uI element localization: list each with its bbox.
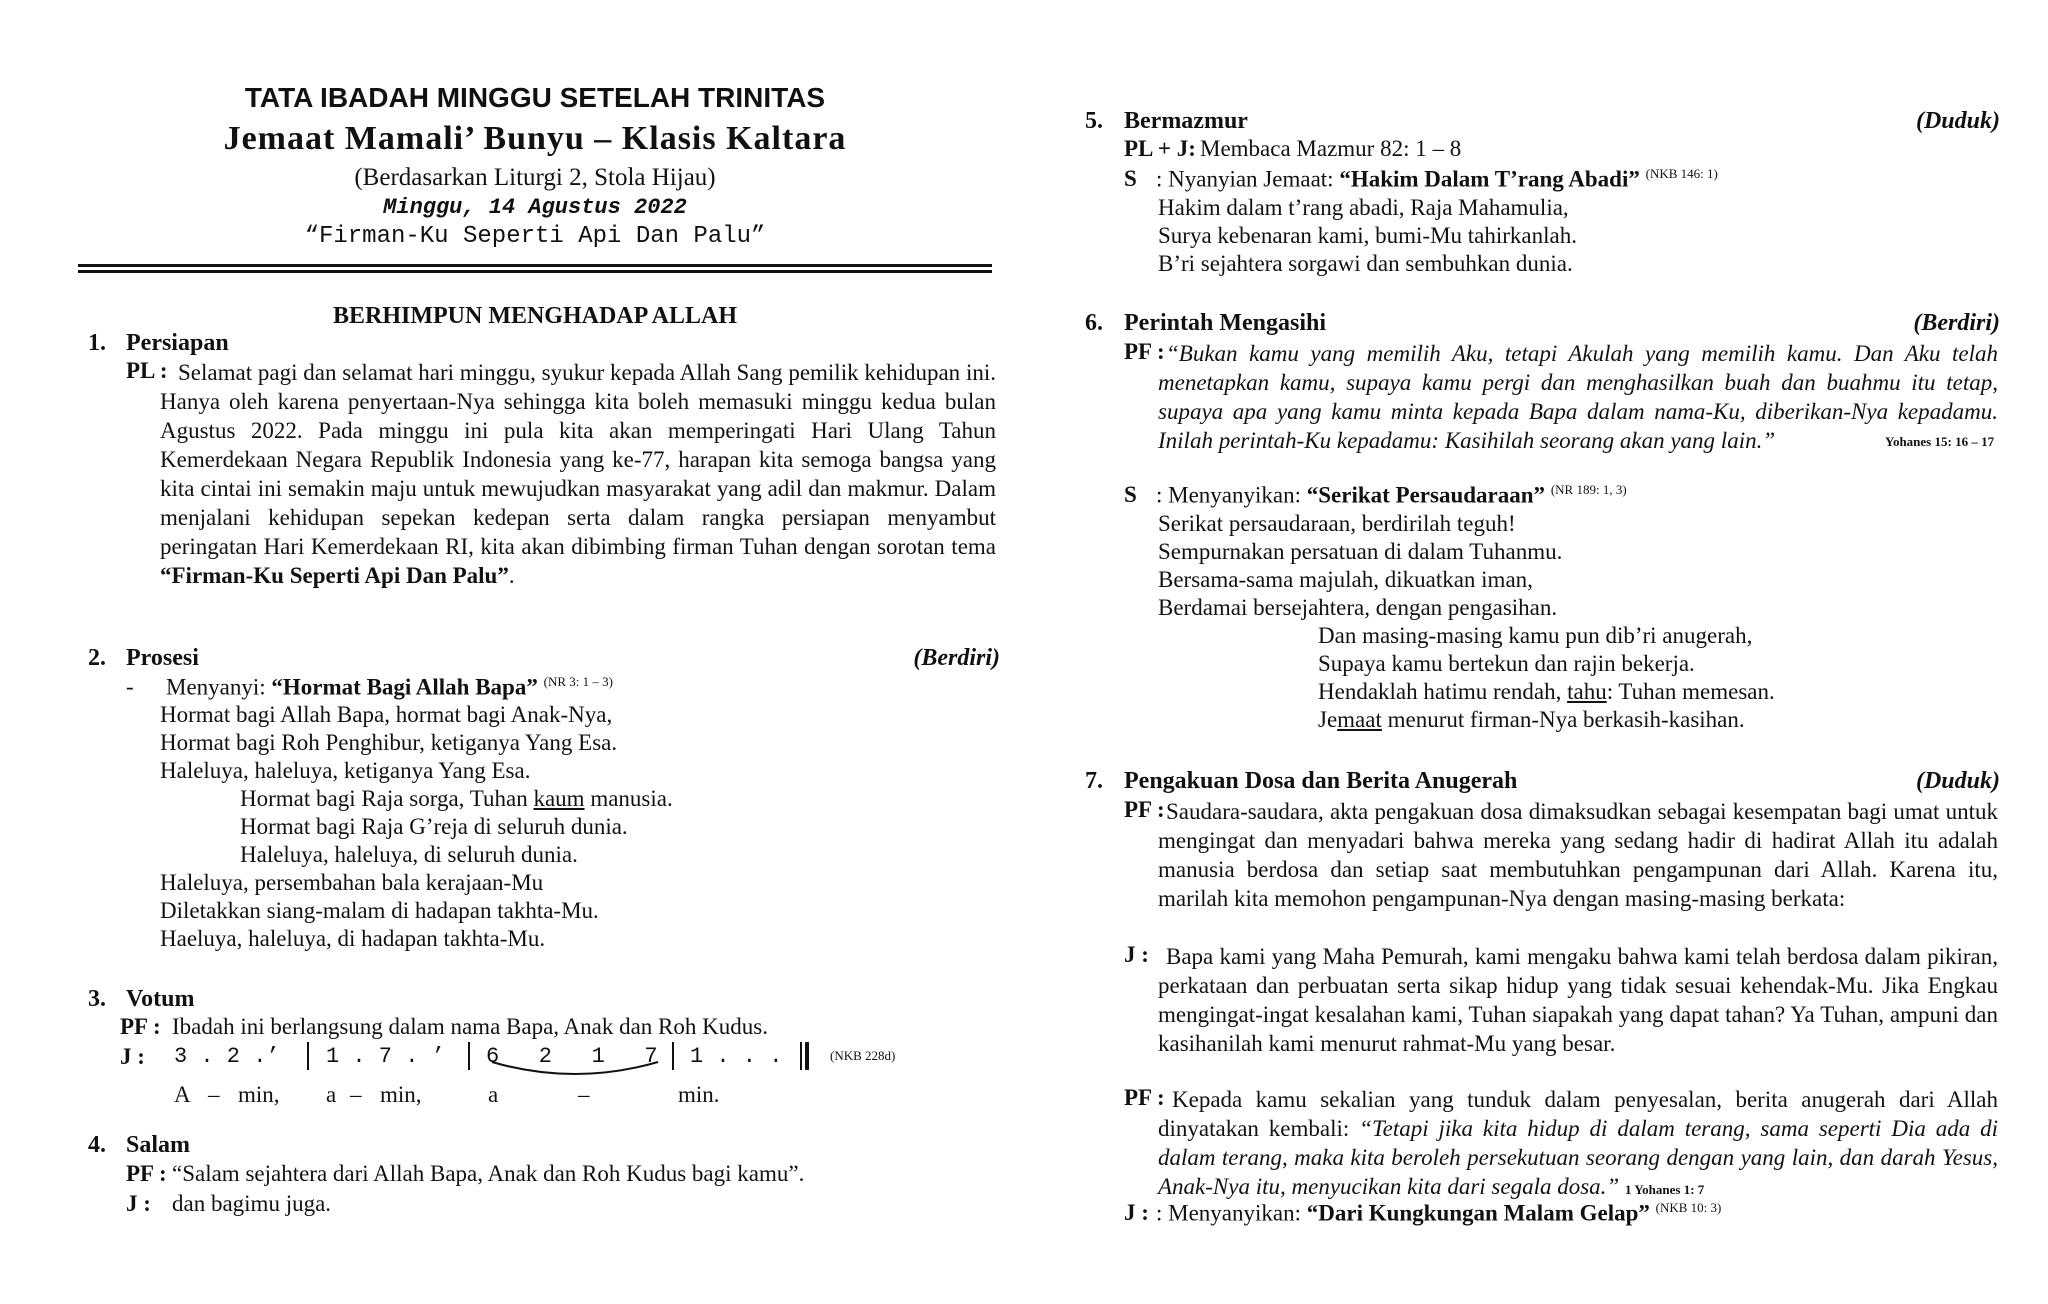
lyric-line: Hormat bagi Allah Bapa, hormat bagi Anak-Nya, bbox=[160, 702, 613, 727]
speaker-label-j: J : bbox=[1124, 942, 1149, 967]
persiapan-text: Selamat pagi dan selamat hari minggu, syukur kepada Allah Sang pemilik kehidupan ini. Hanya oleh karena penyertaan-Nya sehingga kita boleh memasuki minggu kedua bulan Agustus 2022. Pada minggu ini pula kita akan memperingati Hari Ulang Tahun Kemerdekaan Negara Republik Indonesia yang ke-77, harapan kita semoga bangsa yang kita cintai ini semakin maju untuk mewujudkan masyarakat yang adil dan makmur. Dalam menjalani kehidupan sepekan kedepan serta dalam rangka persiapan menyambut peringatan Hari Kemerdekaan RI, kita akan dibimbing firman Tuhan dengan sorotan tema “Firman-Ku Seperti Api Dan Palu”. bbox=[160, 360, 996, 588]
speaker-label-j: J : bbox=[120, 1044, 145, 1069]
amen-syllable: min, bbox=[238, 1082, 280, 1107]
barline bbox=[672, 1042, 674, 1070]
amen-syllable: min, bbox=[380, 1082, 422, 1107]
section-number: 1. bbox=[88, 330, 106, 356]
notation-ref: (NKB 228d) bbox=[830, 1048, 896, 1063]
section-title: Votum bbox=[126, 986, 195, 1012]
lyric-line: Diletakkan siang-malam di hadapan takhta-Mu. bbox=[160, 898, 599, 923]
section-title: Pengakuan Dosa dan Berita Anugerah bbox=[1124, 768, 1518, 794]
amen-syllable: a bbox=[488, 1082, 499, 1107]
amen-syllable: A bbox=[174, 1082, 191, 1107]
notation-measure: 1 . 7 . ’ bbox=[326, 1044, 445, 1069]
lyric-line: Jemaat menurut firman-Nya berkasih-kasihan. bbox=[1318, 707, 1745, 732]
section-number: 3. bbox=[88, 986, 106, 1012]
amen-syllable: – bbox=[350, 1082, 362, 1107]
section-number: 5. bbox=[1085, 108, 1103, 134]
song-line: : Menyanyikan: “Dari Kungkungan Malam Gelap” $^{(NKB 10: 3)}$ bbox=[1156, 1200, 1722, 1226]
lyric-line: B’ri sejahtera sorgawi dan sembuhkan dunia. bbox=[1158, 251, 1573, 276]
lyric-line: Haleluya, haleluya, di seluruh dunia. bbox=[240, 842, 578, 867]
section-number: 2. bbox=[88, 645, 106, 671]
section-title: Salam bbox=[126, 1132, 191, 1158]
section-title: Prosesi bbox=[126, 645, 199, 671]
slur-mark bbox=[490, 1060, 660, 1084]
speaker-label-pf: PF : bbox=[1124, 1085, 1165, 1110]
lyric-line: Hormat bagi Raja G’reja di seluruh dunia. bbox=[240, 814, 628, 839]
lyric-line: Haleluya, haleluya, ketiganya Yang Esa. bbox=[160, 758, 531, 783]
posture-label: (Duduk) bbox=[1915, 768, 2000, 794]
commandment-text: “Bukan kamu yang memilih Aku, tetapi Akulah yang memilih kamu. Dan Aku telah menetapkan kamu, supaya kamu pergi dan menghasilkan buah dan buahmu itu tetap, supaya apa yang kamu minta kepada Bapa dalam nama-Ku, diberikan-Nya kepadamu. Inilah perintah-Ku kepadamu: Kasihilah seorang akan yang lain.” bbox=[1158, 341, 1998, 453]
votum-text: Ibadah ini berlangsung dalam nama Bapa, Anak dan Roh Kudus. bbox=[172, 1014, 768, 1039]
confession-prayer: Bapa kami yang Maha Pemurah, kami mengaku bahwa kami telah berdosa dalam pikiran, perkataan dan perbuatan serta sikap hidup yang tidak sesuai kehendak-Mu. Jika Engkau mengingat-ingat kesalahan kami, Tuhan siapakah yang dapat tahan? Ya Tuhan, ampuni dan kasihanilah kami menurut rahmat-Mu yang besar. bbox=[1158, 944, 1998, 1056]
amen-syllable: a bbox=[326, 1082, 337, 1107]
speaker-label-s: S bbox=[1124, 482, 1137, 507]
slur-curve bbox=[492, 1062, 658, 1074]
speaker-label-pf: PF : bbox=[1124, 339, 1165, 364]
lyric-line: Serikat persaudaraan, berdirilah teguh! bbox=[1158, 511, 1516, 536]
notation-measure: 6 2 1 7 bbox=[486, 1044, 658, 1069]
section-title: Perintah Mengasihi bbox=[1124, 310, 1326, 336]
lyric-line: Hakim dalam t’rang abadi, Raja Mahamulia, bbox=[1158, 195, 1569, 220]
song-line: : Menyanyikan: “Serikat Persaudaraan” $^{(NR 189: 1, 3)}$ bbox=[1156, 482, 1627, 508]
barline bbox=[307, 1042, 309, 1070]
speaker-label-j: J : bbox=[126, 1191, 151, 1216]
lyric-line: Dan masing-masing kamu pun dib’ri anugerah, bbox=[1318, 623, 1753, 648]
posture-label: (Berdiri) bbox=[913, 645, 1000, 671]
notation-measure: 1 . . . bbox=[690, 1044, 783, 1069]
amen-syllable: – bbox=[578, 1082, 590, 1107]
section-number: 7. bbox=[1085, 768, 1103, 794]
final-barline-thin bbox=[800, 1042, 802, 1070]
service-date: Minggu, 14 Agustus 2022 bbox=[383, 195, 687, 220]
confession-intro: Saudara-saudara, akta pengakuan dosa dimaksudkan sebagai kesempatan bagi umat untuk mengingat dan menyadari bahwa mereka yang sedang hadir di hadirat Allah itu adalah manusia berdosa dan setiap saat membutuhkan pengampunan dari Allah. Karena itu, marilah kita memohon pengampunan-Nya dengan masing-masing berkata: bbox=[1158, 799, 1998, 911]
scripture-ref: Yohanes 15: 16 – 17 bbox=[1885, 434, 1995, 449]
speaker-label-pl: PL : bbox=[126, 358, 168, 383]
lyric-line: Berdamai bersejahtera, dengan pengasihan. bbox=[1158, 595, 1558, 620]
lyric-line: Hormat bagi Roh Penghibur, ketiganya Yang Esa. bbox=[160, 730, 618, 755]
speaker-label-s: S bbox=[1124, 166, 1137, 191]
header-divider-bottom bbox=[78, 270, 992, 273]
lyric-line: Sempurnakan persatuan di dalam Tuhanmu. bbox=[1158, 539, 1563, 564]
service-theme: “Firman-Ku Seperti Api Dan Palu” bbox=[304, 223, 766, 250]
speaker-label-pf: PF : bbox=[126, 1161, 167, 1186]
amen-syllable: – bbox=[208, 1082, 220, 1107]
posture-label: (Duduk) bbox=[1915, 108, 2000, 134]
absolution-text: Kepada kamu sekalian yang tunduk dalam penyesalan, berita anugerah dari Allah dinyatakan kembali: “Tetapi jika kita hidup di dalam terang, sama seperti Dia ada di dalam terang, maka kita beroleh persekutuan seorang dengan yang lain, dan darah Yesus, Anak-Nya itu, menyucikan kita dari segala dosa.” 1 Yohanes 1: 7 bbox=[1158, 1087, 1998, 1199]
lyric-line: Bersama-sama majulah, dikuatkan iman, bbox=[1158, 567, 1533, 592]
list-dash: - bbox=[126, 674, 134, 699]
speaker-label-plj: PL + J: bbox=[1124, 136, 1196, 161]
speaker-label-pf: PF : bbox=[1124, 797, 1165, 822]
section-title: Persiapan bbox=[126, 330, 229, 356]
song-line: Menyanyi: “Hormat Bagi Allah Bapa” $^{(NR 3: 1 - 3)}$ bbox=[166, 674, 613, 700]
header-divider-top bbox=[78, 264, 992, 267]
speaker-label-pf: PF : bbox=[120, 1014, 161, 1039]
lyric-line: Haeluya, haleluya, di hadapan takhta-Mu. bbox=[160, 926, 546, 951]
section-number: 6. bbox=[1085, 310, 1103, 336]
notation-measure: 3 . 2 .’ bbox=[174, 1044, 280, 1069]
amen-syllable: min. bbox=[678, 1082, 720, 1107]
song-line: : Nyanyian Jemaat: “Hakim Dalam T’rang Abadi” $^{(NKB 146: 1)}$ bbox=[1156, 166, 1718, 192]
salam-response: dan bagimu juga. bbox=[172, 1191, 332, 1216]
salam-text: “Salam sejahtera dari Allah Bapa, Anak dan Roh Kudus bagi kamu”. bbox=[172, 1161, 805, 1186]
final-barline-thick bbox=[805, 1042, 809, 1070]
speaker-label-j: J : bbox=[1124, 1200, 1149, 1225]
lyric-line: Hendaklah hatimu rendah, tahu: Tuhan memesan. bbox=[1318, 679, 1775, 704]
lyric-line: Supaya kamu bertekun dan rajin bekerja. bbox=[1318, 651, 1695, 676]
doc-title: TATA IBADAH MINGGU SETELAH TRINITAS bbox=[244, 82, 826, 113]
lyric-line: Surya kebenaran kami, bumi-Mu tahirkanlah. bbox=[1158, 223, 1577, 248]
psalm-reading: Membaca Mazmur 82: 1 – 8 bbox=[1200, 136, 1462, 161]
lyric-line: Hormat bagi Raja sorga, Tuhan kaum manusia. bbox=[240, 786, 673, 811]
barline bbox=[468, 1042, 470, 1070]
section-title: Bermazmur bbox=[1124, 108, 1248, 134]
section-number: 4. bbox=[88, 1132, 106, 1158]
liturgy-note: (Berdasarkan Liturgi 2, Stola Hijau) bbox=[354, 164, 716, 191]
posture-label: (Berdiri) bbox=[1913, 310, 2000, 336]
lyric-line: Haleluya, persembahan bala kerajaan-Mu bbox=[160, 870, 544, 895]
doc-subtitle: Jemaat Mamali’ Bunyu – Klasis Kaltara bbox=[223, 120, 847, 157]
part-heading: BERHIMPUN MENGHADAP ALLAH bbox=[332, 303, 737, 329]
